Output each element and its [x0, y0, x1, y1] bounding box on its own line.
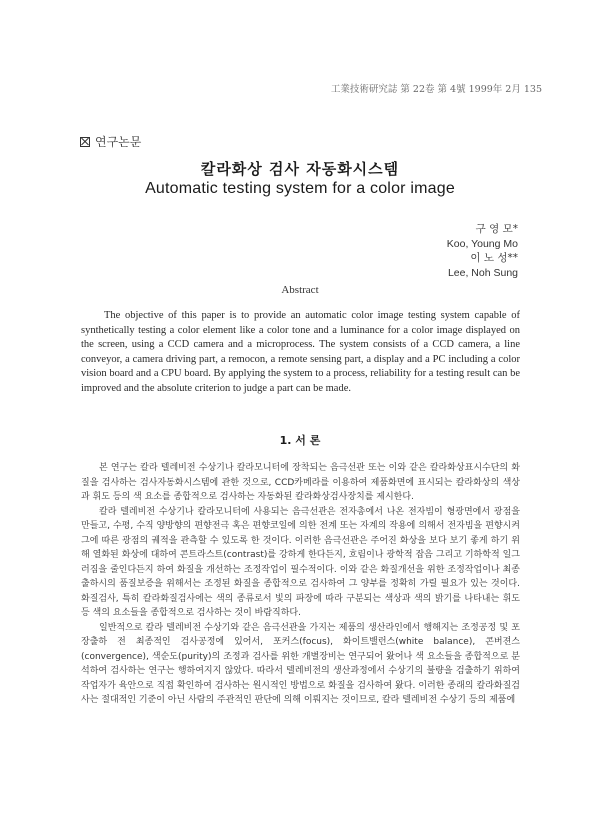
body-paragraph: 칼라 텔레비전 수상기나 칼라모니터에 사용되는 음극선관은 전자총에서 나온 전자빔이 형광면에서 광점을 만들고, 수평, 수직 양방향의 편향전극 혹은 편향코일에 의한 전계 또는 자계의 작용에 의해서 전자빔을 편향시켜 그에 따른 광점의 궤적을 관측할 수 있도록 한 것이다. 이러한 음극선관은 주어진 화상을 보다 보기 좋게 하기 위해 열화된 화상에 대하여 콘트라스트(contrast)를 강하게 한다든지, 흐림이나 광학적 잡음 그리고 기하학적 일그러짐을 줄인다든지 하여 화질을 개선하는 조정작업이 필수적이다. 이와 같은 화질개선을 위한 조정작업이나 최종 출하시의 품질보증을 위해서는 조정된 화질을 종합적으로 검사하여 그 양부를 정확히 가릴 필요가 있는 것이다. 화질검사, 특히 칼라화질검사에는 색의 종류로서 빛의 파장에 따라 구분되는 색상과 색의 밝기를 나타내는 휘도 등 색의 요소들을 종합적으로 검사하는 것이 바람직하다.: [81, 506, 520, 618]
author-2-korean: 이 노 성**: [470, 252, 518, 264]
category-label: 연구논문: [95, 135, 142, 149]
author-1-english: Koo, Young Mo: [446, 237, 518, 250]
author-1-korean: 구 영 모*: [475, 223, 518, 235]
body-paragraph: 일반적으로 칼라 텔레비전 수상기와 같은 음극선관을 가지는 제품의 생산라인에서 행해지는 조정공정 및 포장출하 전 최종적인 검사공정에 있어서, 포커스(focus), 화이트밸런스(white balance), 콘버젼스(convergence), 색순도(purity)의 조정과 검사를 위한 개별장비는 연구되어 왔어나 색 요소들을 종합적으로 분석하여 검사하는 연구는 행하여지지 않았다. 따라서 텔레비전의 생산과정에서 수상기의 불량을 검출하기 위하여 작업자가 육안으로 직접 확인하여 검사하는 원시적인 방법으로 화질을 검사하여 왔다. 이러한 종래의 칼라화질검사는 절대적인 기준이 아닌 사람의 주관적인 판단에 의해 이뤄지는 것이므로, 칼라 텔레비전 수상기 등의 제품에: [81, 622, 520, 705]
author-2-english: Lee, Noh Sung: [447, 266, 518, 279]
running-header: 工業技術研究誌 第 22卷 第 4號 1999年 2月 135: [330, 84, 542, 95]
title-korean: 칼라화상 검사 자동화시스템: [200, 160, 400, 178]
abstract-text: The objective of this paper is to provide an automatic color image testing system capable of synthetically testing a color element like a color tone and a luminance for a color image displayed on the screen, using a CCD camera and a microprocess. The system consists of a CCD camera, a line conveyor, a camera driving part, a remocon, a remote sensing part, a display and a PC including a color vision board and a CPU board. By applying the system to a process, reliability for a testing result can be improved and the absolute criterion to judge a part can be made.: [81, 310, 520, 394]
section-body: [81, 461, 520, 708]
title-english: Automatic testing system for a color image: [145, 180, 455, 197]
article-category: [80, 133, 141, 150]
author-block: [447, 222, 518, 280]
boxed-x-icon: [80, 137, 90, 147]
abstract-heading: Abstract: [281, 284, 319, 296]
body-paragraph: 본 연구는 칼라 텔레비전 수상기나 칼라모니터에 장착되는 음극선관 또는 이와 같은 칼라화상표시수단의 화질을 검사하는 검사자동화시스템에 관한 것으로, CCD카메라를 이용하여 제품화면에 표시되는 칼라화상의 색상과 휘도 등의 색 요소를 종합적으로 검사하는 자동화된 칼라화상검사장치를 제시한다.: [81, 463, 520, 502]
section-heading: 1. 서 론: [279, 434, 321, 447]
